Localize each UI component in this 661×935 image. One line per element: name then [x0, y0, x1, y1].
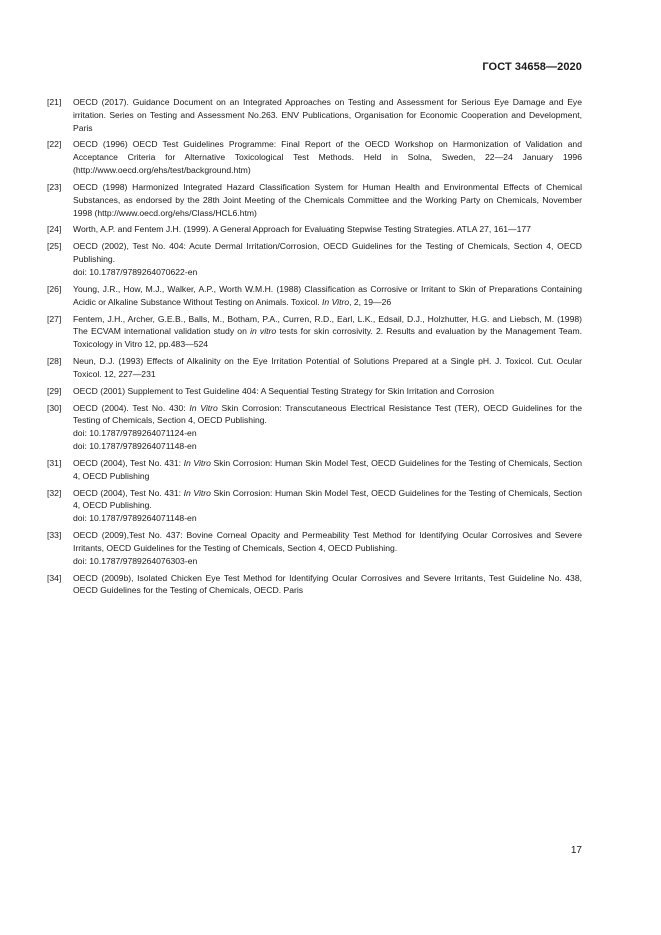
reference-number: [24] — [47, 224, 62, 235]
reference-item — [47, 240, 582, 278]
reference-number: [34] — [47, 572, 62, 583]
reference-number: [26] — [47, 283, 62, 294]
reference-item — [47, 181, 582, 219]
reference-doi: doi: 10.1787/9789264071124-en — [73, 428, 197, 439]
reference-text: OECD (2009),Test No. 437: Bovine Corneal Opacity and Permeability Test Method for Identifying Ocular Corrosives and Severe Irritants, OECD Guidelines for the Testing of Chemicals, Section 4, OECD Publishing. — [73, 530, 582, 553]
reference-item — [47, 96, 582, 134]
reference-item — [47, 138, 582, 176]
reference-item — [47, 385, 582, 398]
reference-doi: doi: 10.1787/9789264071148-en — [73, 440, 197, 451]
reference-text: Neun, D.J. (1993) Effects of Alkalinity on the Eye Irritation Potential of Solutions Prepared at a Single pH. J. Toxicol. Cut. Ocular Toxicol. 12, 227—231 — [73, 356, 582, 379]
reference-italic-text: In Vitro — [322, 296, 350, 307]
reference-body — [73, 283, 582, 309]
reference-italic-text: In Vitro — [189, 402, 218, 413]
reference-item — [47, 572, 582, 598]
reference-text: OECD (2001) Supplement to Test Guideline 404: A Sequential Testing Strategy for Skin Irritation and Corrosion — [73, 385, 495, 396]
reference-text: OECD (1998) Harmonized Integrated Hazard Classification System for Human Health and Environmental Effects of Chemical Substances, as endorsed by the 28th Joint Meeting of the Chemicals Committee and the Working Party on Chemicals, November 1998 (http://www.oecd.org/ehs/Class/HCL6.htm) — [73, 181, 582, 218]
reference-body — [73, 402, 582, 453]
reference-number: [22] — [47, 139, 62, 150]
reference-number: [27] — [47, 313, 62, 324]
reference-item — [47, 355, 582, 381]
reference-text: OECD (1996) OECD Test Guidelines Programme: Final Report of the OECD Workshop on Harmonization of Validation and Acceptance Criteria for Alternative Toxicological Test Methods. Held in Solna, Sweden, 22—24 January 1996 (http://www.oecd.org/ehs/test/background.htm) — [73, 139, 582, 176]
reference-list — [47, 96, 582, 601]
reference-item — [47, 283, 582, 309]
reference-item — [47, 402, 582, 453]
reference-item — [47, 223, 582, 236]
reference-text-tail: , 2, 19—26 — [349, 296, 392, 307]
reference-doi: doi: 10.1787/9789264076303-en — [73, 555, 198, 566]
reference-item — [47, 313, 582, 351]
reference-number: [31] — [47, 457, 62, 468]
reference-item — [47, 457, 582, 483]
standard-header: ГОСТ 34658—2020 — [482, 61, 582, 73]
reference-body — [73, 240, 582, 278]
reference-italic-text: In Vitro — [183, 457, 211, 468]
reference-text: OECD (2002), Test No. 404: Acute Dermal Irritation/Corrosion, OECD Guidelines for the Testing of Chemicals, Section 4, OECD Publishing. — [73, 241, 582, 265]
reference-number: [32] — [47, 487, 62, 498]
reference-text-tail: Skin Corrosion: Human Skin Model Test, OECD Guidelines for the Testing of Chemicals, Section 4, OECD Publishing. — [73, 487, 583, 511]
reference-italic-text: In Vitro — [183, 487, 211, 498]
reference-text: OECD (2017). Guidance Document on an Integrated Approaches on Testing and Assessment for Serious Eye Damage and Eye irritation. Series on Testing and Assessment No.263. ENV Publications, Organisation for Economic Cooperation and Development, Paris — [73, 97, 582, 133]
reference-item — [47, 487, 582, 525]
reference-body — [73, 529, 582, 567]
reference-number: [30] — [47, 402, 62, 413]
reference-body — [73, 313, 582, 351]
page-number: 17 — [570, 845, 582, 856]
reference-text-tail: tests for skin corrosivity. 2. Results and evaluation by the Management Team. Toxicology in Vitro 12, pp.483—524 — [73, 326, 583, 350]
reference-number: [25] — [47, 241, 62, 252]
reference-text-tail: Skin Corrosion: Human Skin Model Test, OECD Guidelines for the Testing of Chemicals, Section 4, OECD Publishing — [73, 457, 583, 481]
reference-text: OECD (2009b), Isolated Chicken Eye Test Method for Identifying Ocular Corrosives and Severe Irritants, Test Guideline No. 438, OECD Guidelines for the Testing of Chemicals, OECD. Paris — [73, 572, 582, 596]
reference-item — [47, 529, 582, 567]
reference-doi: doi: 10.1787/9789264070622-en — [73, 266, 198, 277]
reference-body — [73, 457, 582, 483]
reference-text: Fentem, J.H., Archer, G.E.B., Balls, M., Botham, P.A., Curren, R.D., Earl, L.K., Edsail, D.J., Holzhutter, H.G. and Liebsch, M. (1998) The ECVAM international validation study on — [73, 313, 582, 337]
reference-number: [23] — [47, 181, 62, 192]
reference-number: [21] — [47, 97, 62, 107]
reference-text: OECD (2004), Test No. 431: — [73, 457, 184, 468]
reference-text: OECD (2004). Test No. 430: — [73, 402, 190, 413]
reference-number: [33] — [47, 530, 62, 541]
reference-italic-text: in vitro — [250, 326, 277, 337]
reference-body — [73, 487, 582, 525]
reference-number: [29] — [47, 385, 62, 396]
reference-text-tail: Skin Corrosion: Transcutaneous Electrical Resistance Test (TER), OECD Guidelines for the Testing of Chemicals, Section 4, OECD Publishing. — [73, 402, 583, 426]
reference-doi: doi: 10.1787/9789264071148-en — [73, 513, 197, 524]
reference-text: Young, J.R., How, M.J., Walker, A.P., Worth W.M.H. (1988) Classification as Corrosive or Irritant to Skin of Preparations Containing Acidic or Alkaline Substance Without Testing on Animals. Toxicol. — [73, 283, 582, 307]
reference-number: [28] — [47, 356, 62, 366]
reference-text: Worth, A.P. and Fentem J.H. (1999). A General Approach for Evaluating Stepwise Testing Strategies. ATLA 27, 161—177 — [73, 224, 531, 235]
reference-text: OECD (2004), Test No. 431: — [73, 487, 184, 498]
